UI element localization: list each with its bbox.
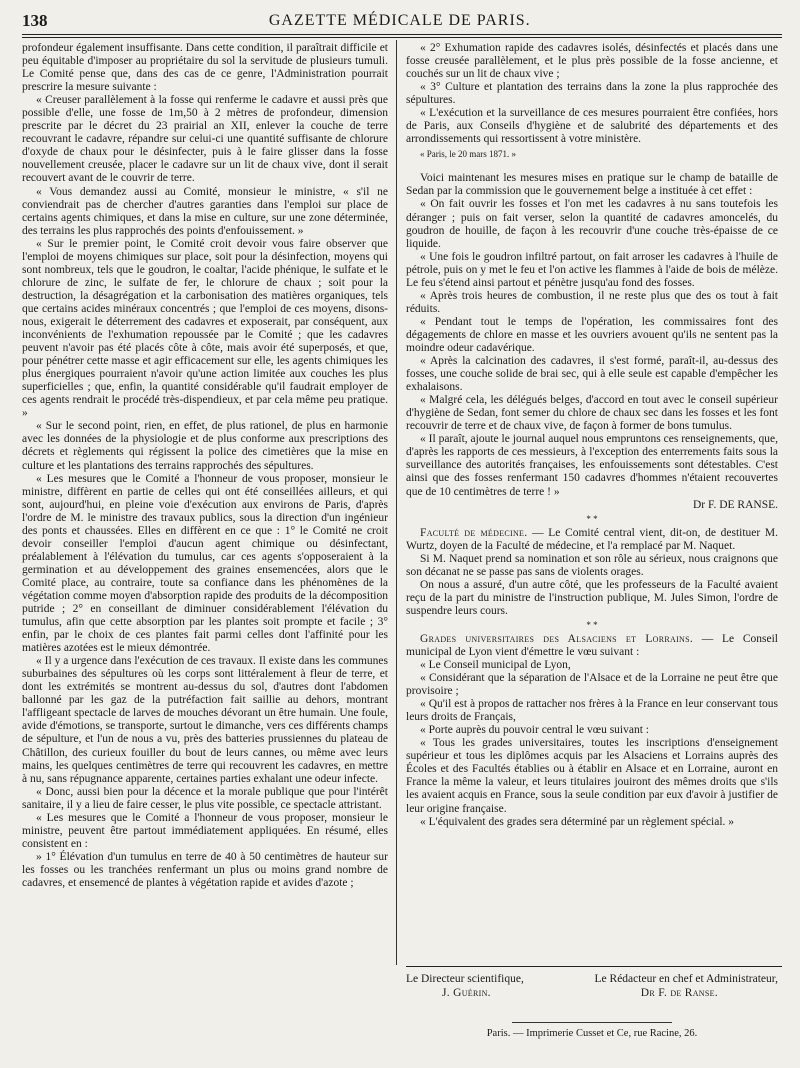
faculte-title: Faculté de médecine. (420, 526, 528, 539)
grades-paragraph (406, 633, 778, 659)
paragraph: « Qu'il est à propos de rattacher nos frères à la France en leur conservant tous leurs droits de Français, (406, 698, 778, 724)
paragraph: « Tous les grades universitaires, toutes les inscriptions d'enseignement supérieur et tous les diplômes acquis par les Alsaciens et Lorrains auprès des Écoles et des Facultés établies ou à établir en Alsace et en Lorraine, auront en France la même la valeur, et leurs titulaires jouiront des mêmes droits que s'ils les avaient acquis en France, sous la seule condition par eux d'avoir à justifier de leur origine française. (406, 737, 778, 815)
paragraph: « L'équivalent des grades sera déterminé par un règlement spécial. » (420, 815, 735, 828)
paragraph: « Pendant tout le temps de l'opération, les commissaires font des dégagements de chlore en masse et les ouvriers avouent qu'ils ne sentent pas la moindre odeur cadavérique. (406, 315, 778, 354)
journal-title: GAZETTE MÉDICALE DE PARIS. (268, 12, 531, 29)
footer-names (406, 986, 778, 1000)
paragraph: profondeur également insuffisante. Dans cette condition, il paraîtrait difficile et peu équitable d'imposer au propriétaire du sol la servitude de plusieurs tumuli. Le Comité pense que, dans des cas de ce genre, l'Administration pourrait prescrire la mesure suivante : (22, 42, 388, 94)
paragraph: « Creuser parallèlement à la fosse qui renferme le cadavre et aussi près que possible d'elle, une fosse de 1m,50 à 2 mètres de profondeur, dimension prescrite par le décret du 23 prairial an XII, enlever la couche de terre recouvrant le cadavre, répandre sur celui-ci une quantité suffisante de chlorure d'oxyde de chaux pour le désinfecter, puis à le faire glisser dans la fosse nouvellement creusée, placer le cadavre sur un lit de chaux vive, dont il serait recouvert avant de le couvrir de terre. (22, 94, 388, 185)
paragraph: « Vous demandez aussi au Comité, monsieur le ministre, « s'il ne conviendrait pas de chercher d'autres garanties dans l'emploi sur place de certains agents chimiques, et dans la mise en culture, sur une zone déterminée, des terrains les plus rapprochés des points d'enfouissement. » (22, 185, 388, 237)
footer-rule (406, 966, 782, 967)
paragraph: « Malgré cela, les délégués belges, d'accord en tout avec le conseil supérieur d'hygiène de Sedan, font semer du chlore de chaux sec dans les fosses et les font recouvrir de terre et de chaux vive, de façon à former de bons tumulus. (406, 394, 778, 433)
footer-titles (406, 972, 778, 986)
paragraph: On nous a assuré, d'un autre côté, que les professeurs de la Faculté avaient reçu de la part du ministre de l'instruction publique, M. Jules Simon, l'ordre de suspendre leurs cours. (406, 578, 778, 617)
paragraph: « Le Conseil municipal de Lyon, (420, 659, 571, 672)
editor-name: Dr F. de Ranse. (640, 987, 718, 999)
section-stars: * * (586, 513, 598, 524)
paragraph: Voici maintenant les mesures mises en pratique sur le champ de bataille de Sedan par la commission que le gouvernement belge a instituée à cet effet : (406, 172, 778, 198)
faculte-paragraph (406, 527, 778, 553)
director-title: Le Directeur scientifique, (406, 973, 524, 985)
paragraph: « Les mesures que le Comité a l'honneur de vous proposer, monsieur le ministre, peuvent être partout immédiatement appliquées. En résumé, elles consistent en : (22, 811, 388, 850)
grades-text: — Le Conseil municipal de Lyon vient d'émettre le vœu suivant : (406, 632, 778, 658)
editor-title: Le Rédacteur en chef et Administrateur, (594, 973, 778, 985)
paragraph: « Il paraît, ajoute le journal auquel nous empruntons ces renseignements, que, d'après les rapports de ces messieurs, à l'exception des enterrements faits sous la surveillance des autorités françaises, les enfouissements sont détestables. C'est ainsi que des fosses renfermant 150 cadavres d'hommes n'étaient recouvertes que de 10 centimètres de terre ! » (406, 433, 778, 498)
faculte-text: — Le Comité central vient, dit-on, de destituer M. Wurtz, doyen de la Faculté de médecine, et l'a remplacé par M. Naquet. (406, 526, 778, 552)
paragraph: « Après la calcination des cadavres, il s'est formé, paraît-il, au-dessus des fosses, une couche solide de brai sec, qui à elle seule est capable d'empêcher les exhalaisons. (406, 355, 778, 394)
paragraph: « Donc, aussi bien pour la décence et la morale publique que pour l'intérêt sanitaire, il y a lieu de faire cesser, le plus vite possible, ce spectacle attristant. (22, 785, 388, 811)
section-stars: * * (586, 619, 598, 630)
paragraph: « L'exécution et la surveillance de ces mesures pourraient être confiées, hors de Paris, aux Conseils d'hygiène et de salubrité des départements et des arrondissements qui ressortissent à votre ministère. (406, 107, 778, 146)
letter-date: « Paris, le 20 mars 1871. » (420, 149, 516, 160)
paragraph: « Sur le second point, rien, en effet, de plus rationel, de plus en harmonie avec les données de la physiologie et de plus conforme aux prescriptions des décrets et règlements qui régissent la police des cimetières que la mise en culture et les plantations des terrains rapprochés des sépultures. (22, 420, 388, 472)
grades-title: Grades universitaires des Alsaciens et Lorrains. (420, 632, 694, 645)
page-number: 138 (22, 11, 48, 30)
left-column (22, 42, 388, 1050)
masthead-footer (406, 972, 778, 1000)
paragraph: « 2° Exhumation rapide des cadavres isolés, désinfectés et placés dans une fosse creusée parallèlement, et le plus près possible de la fosse ancienne, et couchés sur un lit de chaux vive ; (406, 42, 778, 81)
paragraph: « Après trois heures de combustion, il ne reste plus que des os tout à fait réduits. (406, 289, 778, 315)
paragraph: « Sur le premier point, le Comité croit devoir vous faire observer que l'emploi de moyens chimiques sur place, soit pour la désinfection, moyens qui sont nombreux, tels que le goudron, le coaltar, l'acide phénique, le sulfate et le chlorure de zinc, le sulfate de fer, le chlorure de chaux ; soit pour la destruction, la désagrégation et la carbonisation des matières organiques, tels que certains acides minéraux concentrés ; que l'emploi de ces moyens, disons-nous, exigerait le déterrement des cadavres et exposerait, par conséquent, aux inconvénients de l'exhumation repoussée par le Comité ; que les cadavres peuvent n'avoir pas été placés côte à côte, mais avoir été superposés, et que, pour pénétrer cette masse et agir efficacement sur elle, les agents chimiques les plus énergiques pourraient n'avoir qu'une action limitée aux couches les plus superficielles ; que, enfin, la quantité considérable qu'il faudrait employer de ces agents rendrait le procédé très-dispendieux, et par cela même peu pratique. » (22, 237, 388, 420)
header-rule-top (22, 34, 782, 35)
column-divider (396, 40, 397, 965)
printer-line: Paris. — Imprimerie Cusset et Ce, rue Racine, 26. (486, 1028, 698, 1039)
director-name: J. Guérin. (442, 987, 491, 999)
paragraph: « Il y a urgence dans l'exécution de ces travaux. Il existe dans les communes suburbaines des sépultures où les corps sont littéralement à fleur de terre, et dont les extrémités se montrent au-dessus du sol, d'autres dont l'abdomen ballonné par les gaz de la putréfaction fait saillie au dehors, montrant l'affligeant spectacle de larves de mouches dévorant un être humain. Une foule, avide d'émotions, se transporte, surtout le dimanche, vers ces différents champs de sépulture, et l'un de nous a vu, près des batteries prussiennes du plateau de Châtillon, des curieux fouiller du bout de leurs cannes, ou même avec leurs mains, les quelques centimètres de terre qui recouvrent les cadavres, en mettre à nu, sans répugnance apparente, certaines parties exhalant une odeur infecte. (22, 655, 388, 785)
header-rule-bottom (22, 37, 782, 38)
paragraph: « On fait ouvrir les fosses et l'on met les cadavres à nu sans toutefois les déranger ; puis on fait verser, selon la quantité de cadavres amoncelés, du goudron de houille, de façon à les recouvrir d'une couche très-épaisse de ce liquide. (406, 198, 778, 250)
article-signature: Dr F. DE RANSE. (692, 498, 778, 511)
paragraph: « 3° Culture et plantation des terrains dans la zone la plus rapprochée des sépultures. (406, 81, 778, 107)
printer-rule (512, 1022, 672, 1023)
paragraph: « Les mesures que le Comité a l'honneur de vous proposer, monsieur le ministre, diffèrent en partie de celles qui ont été conseillées ailleurs, et qui sont, aujourd'hui, en pleine voie d'exécution aux environs de Paris, d'après l'ordre de M. le ministre des travaux publics, sous la direction d'un ingénieur des ponts et chaussées. Elles en diffèrent en ce que : 1° le Comité ne croit devoir conseiller l'emploi d'aucun agent chimique ou désinfectant, préalablement à l'élévation du tumulus, car ces agents s'opposeraient à la germination et au développement des graines ensemencées, alors que le Comité place, au contraire, toute sa confiance dans les phénomènes de la végétation comme moyen d'absorption rapide des produits de la décomposition putride ; 2° en conseillant de diminuer considérablement l'élévation du tumulus, afin que cette absorption par les plantes soit prompte et facile ; 3° enfin, par le choix de ces plantes fait parmi celles dont l'affinité pour les matières azotées est le mieux démontrée. (22, 472, 388, 655)
paragraph: » 1° Élévation d'un tumulus en terre de 40 à 50 centimètres de hauteur sur les fosses ou les tranchées renfermant un plus ou moins grand nombre de cadavres, et ensemencé de plantes à végétation rapide et avides d'azote ; (22, 850, 388, 889)
paragraph: « Porte auprès du pouvoir central le vœu suivant : (420, 724, 649, 737)
paragraph: « Considérant que la séparation de l'Alsace et de la Lorraine ne peut être que provisoire ; (406, 672, 778, 698)
page-header (22, 8, 782, 34)
paragraph: « Une fois le goudron infiltré partout, on fait arroser les cadavres à l'huile de pétrole, puis on y met le feu et l'on active les flammes à l'aide de bois de mélèze. Le feu s'étend ainsi partout et pénètre jusqu'au fond des fosses. (406, 250, 778, 289)
paragraph: Si M. Naquet prend sa nomination et son rôle au sérieux, nous craignons que son décanat ne se passe pas sans de violents orages. (406, 552, 778, 578)
right-column (406, 42, 778, 1042)
